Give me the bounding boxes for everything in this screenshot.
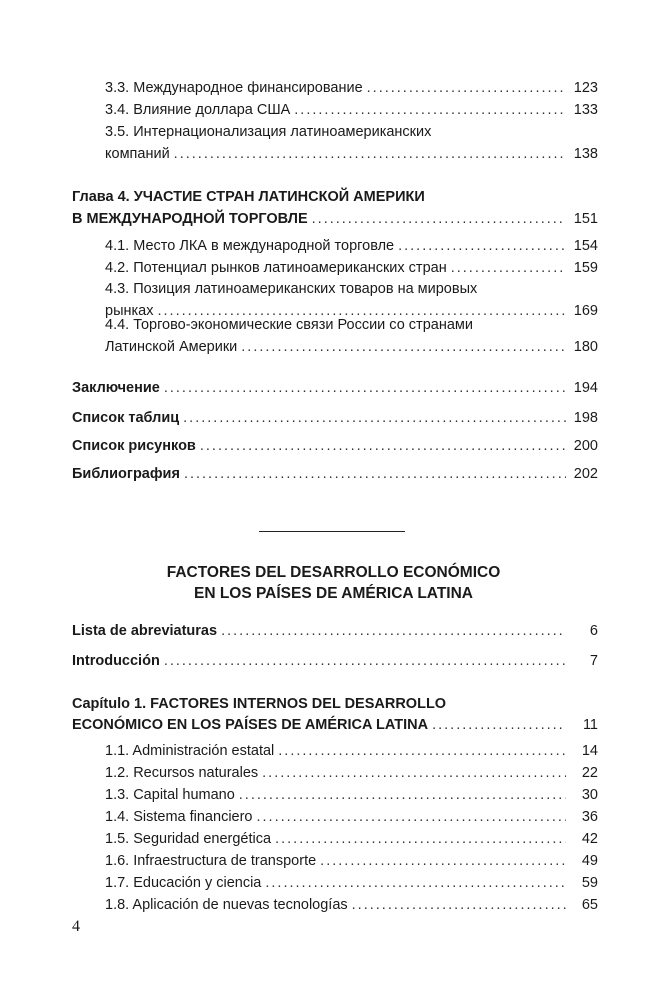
leader-dots	[320, 850, 566, 872]
toc-entry-title: 3.3. Международное финансирование	[105, 80, 363, 96]
toc-entry-page: 194	[573, 380, 598, 396]
toc-entry-title: 3.5. Интернационализация латиноамериканских	[105, 124, 432, 140]
leader-dots	[451, 257, 566, 279]
toc-entry-page: 200	[573, 438, 598, 454]
toc-section-entry[interactable]	[72, 463, 598, 485]
toc-section-entry[interactable]	[72, 407, 598, 429]
leader-dots	[241, 336, 566, 358]
section-divider	[259, 531, 405, 532]
toc-entry[interactable]	[105, 740, 598, 762]
leader-dots	[221, 620, 566, 642]
toc-entry-title: 4.2. Потенциал рынков латиноамериканских стран	[105, 260, 447, 276]
toc-entry[interactable]	[105, 762, 598, 784]
leader-dots	[262, 762, 566, 784]
toc-entry-page: 138	[573, 146, 598, 162]
toc-entry-page: 30	[581, 787, 598, 803]
toc-entry[interactable]	[105, 77, 598, 99]
leader-dots	[174, 143, 566, 165]
toc-entry-title: 1.7. Educación y ciencia	[105, 875, 262, 891]
leader-dots	[352, 894, 566, 916]
toc-section-entry[interactable]	[72, 377, 598, 399]
toc-entry-title: 1.4. Sistema financiero	[105, 809, 253, 825]
toc-entry-title: Список рисунков	[72, 438, 196, 454]
toc-entry[interactable]	[105, 336, 598, 358]
toc-entry-title: Латинской Америки	[105, 339, 238, 355]
toc-entry[interactable]	[105, 828, 598, 850]
toc-entry-title: 4.3. Позиция латиноамериканских товаров на мировых	[105, 281, 478, 297]
spanish-title: FACTORES DEL DESARROLLO ECONÓMICO	[166, 564, 501, 581]
toc-entry-title: Заключение	[72, 380, 160, 396]
toc-entry-title: рынках	[105, 303, 154, 319]
toc-entry-page: 180	[573, 339, 598, 355]
toc-entry-page: 123	[573, 80, 598, 96]
spanish-title: EN LOS PAÍSES DE AMÉRICA LATINA	[193, 585, 473, 602]
toc-entry-title: Библиография	[72, 466, 180, 482]
toc-entry-title: 1.3. Capital humano	[105, 787, 235, 803]
toc-entry-page: 65	[581, 897, 598, 913]
toc-section-entry[interactable]	[72, 435, 598, 457]
toc-entry-page: 133	[573, 102, 598, 118]
toc-entry-page: 7	[589, 653, 598, 669]
leader-dots	[164, 650, 566, 672]
toc-entry-page: 42	[581, 831, 598, 847]
chapter-heading: Глава 4. УЧАСТИЕ СТРАН ЛАТИНСКОЙ АМЕРИКИ	[72, 189, 425, 205]
chapter-heading: В МЕЖДУНАРОДНОЙ ТОРГОВЛЕ	[72, 211, 308, 227]
toc-entry-title: Introducción	[72, 653, 160, 669]
leader-dots	[398, 235, 566, 257]
toc-entry-page: 14	[581, 743, 598, 759]
toc-entry-title: 1.6. Infraestructura de transporte	[105, 853, 317, 869]
toc-entry-page: 169	[573, 303, 598, 319]
toc-entry-title: 4.4. Торгово-экономические связи России со странами	[105, 317, 473, 333]
toc-chapter-entry[interactable]	[72, 714, 598, 736]
toc-entry-page: 22	[581, 765, 598, 781]
toc-entry[interactable]	[105, 99, 598, 121]
leader-dots	[275, 828, 566, 850]
toc-entry-page: 159	[573, 260, 598, 276]
leader-dots	[265, 872, 566, 894]
toc-entry[interactable]	[105, 257, 598, 279]
toc-entry-title: 1.1. Administración estatal	[105, 743, 275, 759]
toc-entry-title: 1.5. Seguridad energética	[105, 831, 272, 847]
chapter-heading: ECONÓMICO EN LOS PAÍSES DE AMÉRICA LATINA	[72, 717, 429, 733]
toc-entry[interactable]	[105, 872, 598, 894]
leader-dots	[239, 784, 566, 806]
toc-entry-page: 49	[581, 853, 598, 869]
toc-entry-title: 1.8. Aplicación de nuevas tecnologías	[105, 897, 348, 913]
toc-entry-page: 198	[573, 410, 598, 426]
leader-dots	[257, 806, 567, 828]
leader-dots	[432, 714, 566, 736]
toc-entry[interactable]	[105, 806, 598, 828]
toc-entry-title: Lista de abreviaturas	[72, 623, 218, 639]
toc-entry[interactable]	[105, 143, 598, 165]
leader-dots	[278, 740, 566, 762]
toc-entry-page: 202	[573, 466, 598, 482]
toc-entry-title: компаний	[105, 146, 170, 162]
toc-entry-title: 4.1. Место ЛКА в международной торговле	[105, 238, 395, 254]
toc-entry[interactable]	[105, 235, 598, 257]
page-number: 4	[72, 918, 80, 935]
toc-entry-page: 59	[581, 875, 598, 891]
leader-dots	[367, 77, 566, 99]
toc-entry-page: 6	[589, 623, 598, 639]
toc-entry-page: 154	[573, 238, 598, 254]
leader-dots	[312, 208, 566, 230]
toc-entry-title: 1.2. Recursos naturales	[105, 765, 259, 781]
toc-entry-page: 11	[582, 717, 598, 733]
leader-dots	[294, 99, 566, 121]
leader-dots	[183, 407, 566, 429]
toc-entry[interactable]	[105, 784, 598, 806]
leader-dots	[200, 435, 566, 457]
toc-entry-page: 151	[573, 211, 598, 227]
chapter-heading: Capítulo 1. FACTORES INTERNOS DEL DESARROLLO	[72, 696, 447, 712]
toc-section-entry[interactable]	[72, 650, 598, 672]
toc-entry-page: 36	[581, 809, 598, 825]
toc-chapter-entry[interactable]	[72, 208, 598, 230]
toc-entry[interactable]	[105, 850, 598, 872]
toc-section-entry[interactable]	[72, 620, 598, 642]
leader-dots	[184, 463, 566, 485]
toc-entry-title: Список таблиц	[72, 410, 180, 426]
leader-dots	[164, 377, 566, 399]
toc-entry[interactable]	[105, 894, 598, 916]
toc-entry-title: 3.4. Влияние доллара США	[105, 102, 291, 118]
